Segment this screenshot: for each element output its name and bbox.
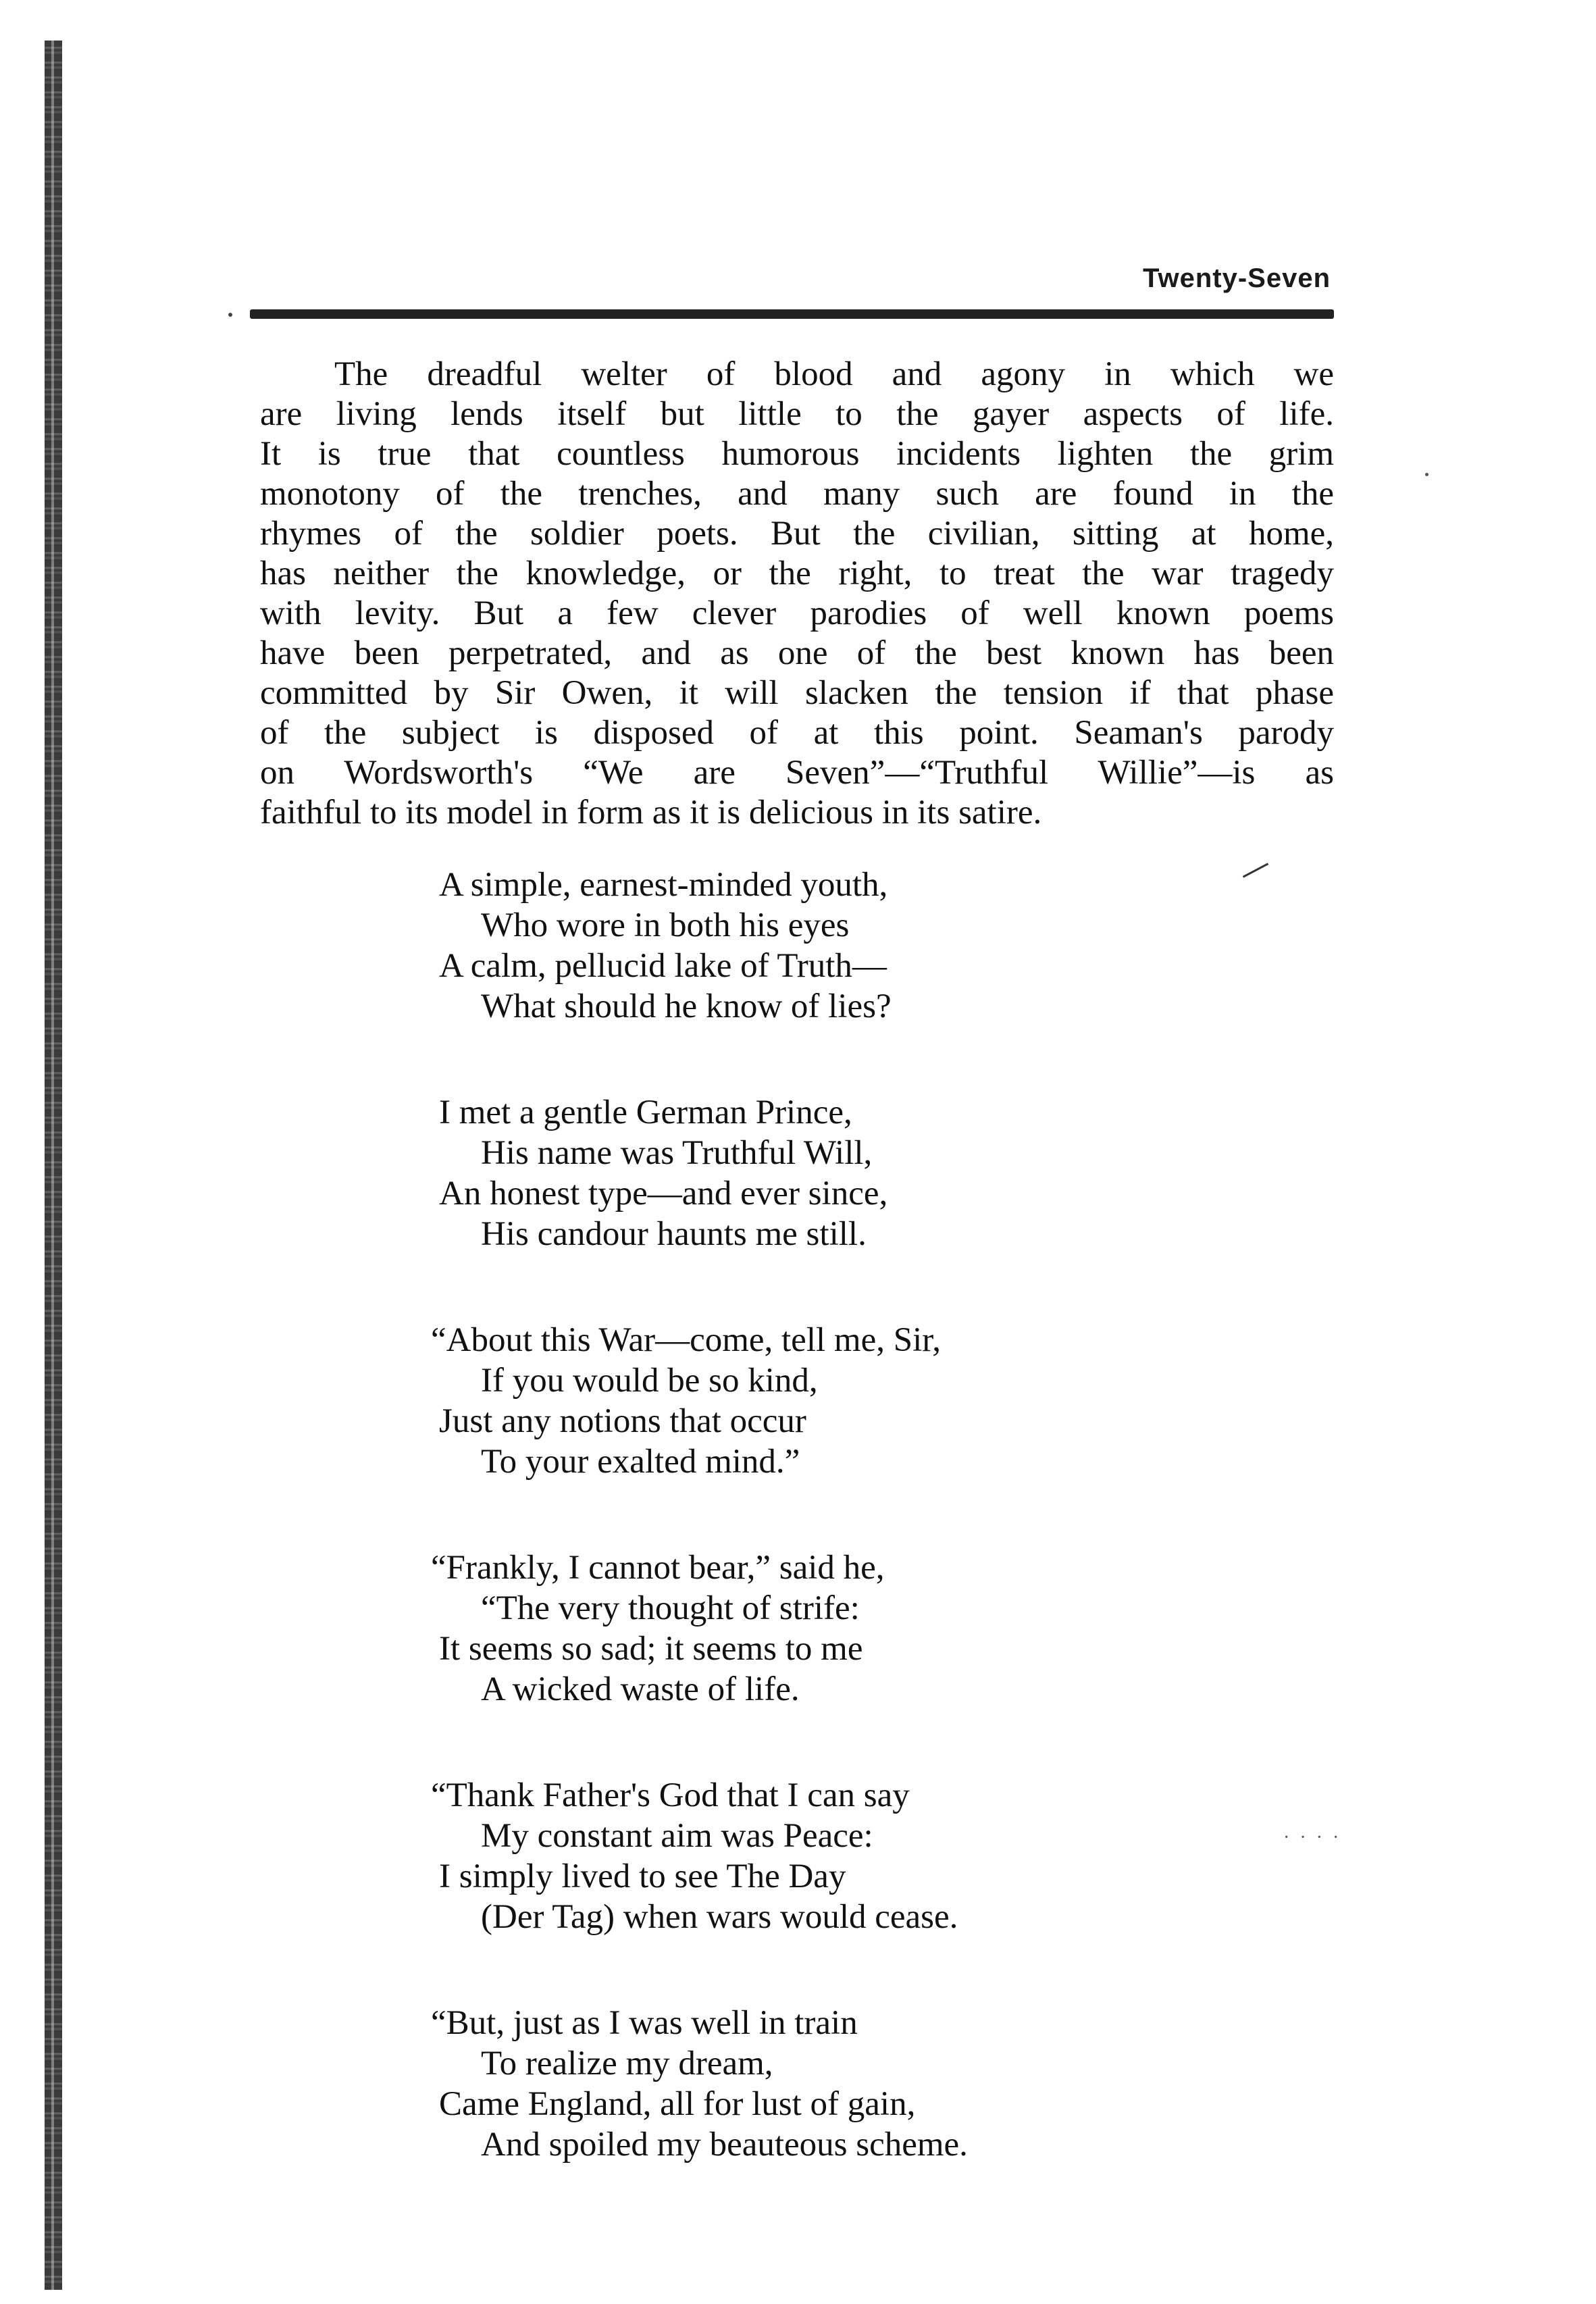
poem-line: “But, just as I was well in train xyxy=(431,2004,858,2042)
poem-line: A wicked waste of life. xyxy=(481,1670,800,1708)
intro-line: faithful to its model in form as it is delicious in its satire. xyxy=(260,794,1042,831)
poem-line: My constant aim was Peace: xyxy=(481,1817,873,1855)
intro-line: of the subject is disposed of at this point. Seaman's parody xyxy=(260,714,1334,752)
page-binding-edge xyxy=(45,41,62,2290)
poem-line: What should he know of lies? xyxy=(481,988,892,1025)
intro-line: on Wordsworth's “We are Seven”—“Truthful Willie”—is as xyxy=(260,754,1334,792)
poem-line: “Thank Father's God that I can say xyxy=(431,1776,910,1814)
intro-line: It is true that countless humorous incidents lighten the grim xyxy=(260,435,1334,473)
poem-line: A calm, pellucid lake of Truth— xyxy=(439,947,887,985)
poem-line: “The very thought of strife: xyxy=(481,1589,860,1627)
poem-line: To your exalted mind.” xyxy=(481,1443,800,1481)
header-rule xyxy=(250,309,1334,319)
intro-line: monotony of the trenches, and many such are found in the xyxy=(260,475,1334,513)
poem-line: It seems so sad; it seems to me xyxy=(439,1630,863,1668)
poem-stanza xyxy=(431,1547,1250,1710)
poem-line: “Frankly, I cannot bear,” said he, xyxy=(431,1549,885,1587)
poem-stanza xyxy=(439,1092,1250,1254)
poem-line: His candour haunts me still. xyxy=(481,1215,867,1253)
intro-line: with levity. But a few clever parodies of well known poems xyxy=(260,594,1334,632)
poem-line: I simply lived to see The Day xyxy=(439,1858,846,1895)
stray-dot-mark xyxy=(1425,473,1428,476)
poem-line: To realize my dream, xyxy=(481,2045,773,2082)
poem-stanza xyxy=(431,1320,1250,1482)
intro-line: has neither the knowledge, or the right, to treat the war tragedy xyxy=(260,555,1334,592)
intro-paragraph xyxy=(260,355,1334,833)
poem-stanza xyxy=(431,1775,1250,1937)
stray-dots-mark: · · · · xyxy=(1283,1827,1342,1848)
poem-line: I met a gentle German Prince, xyxy=(439,1094,852,1131)
intro-line: The dreadful welter of blood and agony in which we xyxy=(334,355,1334,393)
poem-line: A simple, earnest-minded youth, xyxy=(439,866,888,904)
intro-line: have been perpetrated, and as one of the best known has been xyxy=(260,634,1334,672)
poem-line: “About this War—come, tell me, Sir, xyxy=(431,1321,941,1359)
poem-stanza xyxy=(431,2003,1250,2165)
poem xyxy=(431,865,1250,2230)
poem-line: His name was Truthful Will, xyxy=(481,1134,873,1172)
poem-line: If you would be so kind, xyxy=(481,1362,818,1400)
poem-line: Just any notions that occur xyxy=(439,1402,806,1440)
intro-line: are living lends itself but little to the gayer aspects of life. xyxy=(260,395,1334,433)
poem-stanza xyxy=(439,865,1250,1027)
intro-line: rhymes of the soldier poets. But the civilian, sitting at home, xyxy=(260,515,1334,553)
poem-line: Who wore in both his eyes xyxy=(481,906,850,944)
poem-line: An honest type—and ever since, xyxy=(439,1175,888,1212)
poem-line: And spoiled my beauteous scheme. xyxy=(481,2126,968,2164)
poem-line: (Der Tag) when wars would cease. xyxy=(481,1898,958,1936)
page-number: Twenty-Seven xyxy=(1143,263,1331,293)
intro-line: committed by Sir Owen, it will slacken the tension if that phase xyxy=(260,674,1334,712)
poem-line: Came England, all for lust of gain, xyxy=(439,2085,916,2123)
